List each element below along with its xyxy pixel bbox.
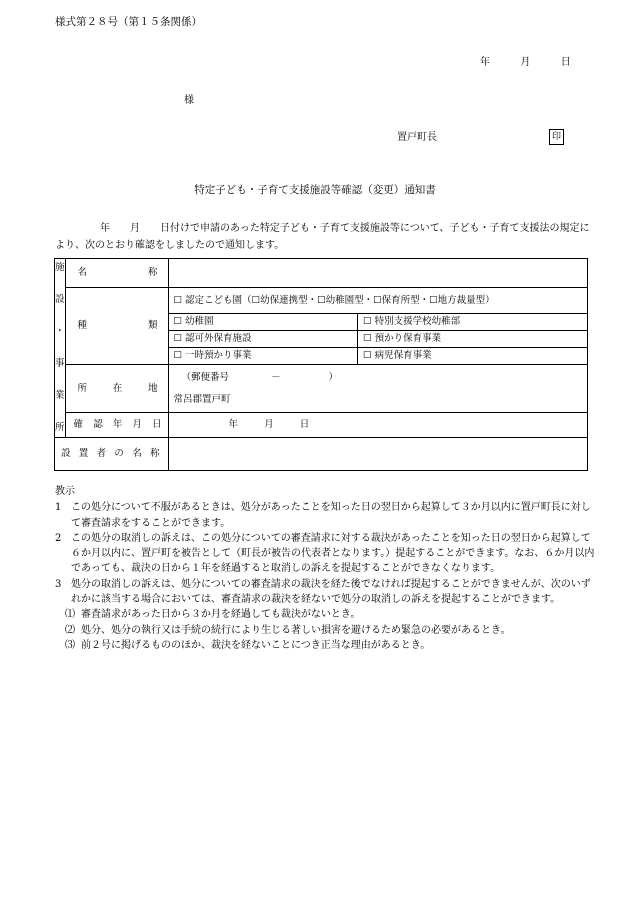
instruction-item: 3 処分の取消しの訴えは、処分についての審査請求の裁決を経た後でなければ提起することができませんが、次のいずれかに該当する場合においては、審査請求の裁決を経ないで処分の取消しの訴えを提起することができます。: [55, 578, 591, 606]
confirm-date-label: 確認年月日: [65, 413, 168, 438]
address-value: [168, 365, 587, 413]
date-day: 日: [560, 57, 571, 68]
type-option: ☐ 特別支援学校幼稚部: [358, 314, 588, 331]
addressee-suffix: 様: [184, 95, 194, 106]
confirm-year: 年: [228, 419, 239, 431]
form-number: 様式第２８号（第１５条関係）: [55, 16, 202, 28]
facility-table: [54, 258, 588, 471]
name-label: 名称: [65, 259, 168, 288]
type-option-kodomoen: ☐ 認定こども園（☐幼保連携型・☐幼稚園型・☐保育所型・☐地方裁量型）: [168, 288, 587, 314]
postal-close: ）: [328, 372, 339, 384]
issue-date: [480, 56, 571, 70]
instructions-title: 教示: [55, 486, 75, 497]
type-option: ☐ 病児保育事業: [358, 348, 588, 365]
vertical-char: 施: [55, 262, 65, 273]
setter-label: 設置者の名称: [55, 438, 169, 471]
vertical-char: 設: [55, 294, 65, 306]
seal-box: 印: [549, 129, 564, 145]
type-option: ☐ 預かり保育事業: [358, 331, 588, 348]
issuer-name: 置戸町長: [397, 132, 437, 143]
date-month: 月: [520, 57, 531, 68]
vertical-char: ・: [55, 326, 65, 338]
postal-dash: －: [271, 372, 281, 384]
address-town: 常呂郡置戸町: [173, 393, 231, 405]
confirm-date-value: [168, 413, 587, 438]
confirm-month: 月: [264, 419, 274, 431]
instruction-item: 1 この処分について不服があるときは、処分があったことを知った日の翌日から起算して３か月以内に置戸町長に対して審査請求をすることができます。: [55, 502, 591, 529]
vertical-char: 所: [55, 422, 65, 434]
date-year: 年: [480, 57, 490, 68]
type-option: ☐ 認可外保育施設: [168, 331, 358, 348]
instruction-item: 2 この処分の取消しの訴えは、この処分についての審査請求に対する裁決があったことを知った日の翌日から起算して６か月以内に、置戸町を被告として（町長が被告の代表者となります。）提起することができます。なお、６か月以内であっても、裁決の日から１年を経過すると取消しの訴えを提起することができなくなります。: [55, 532, 595, 575]
intro-paragraph: 年 月 日付けで申請のあった特定子ども・子育て支援施設等について、子ども・子育て支援法の規定により、次のとおり確認をしましたので通知します。: [55, 223, 590, 251]
postal-open: （郵便番号: [181, 372, 230, 384]
instruction-subitem: ⑵ 処分、処分の執行又は手続の続行により生じる著しい損害を避けるため緊急の必要があるとき。: [65, 624, 511, 636]
type-option: ☐ 一時預かり事業: [168, 348, 358, 365]
facility-vertical-label: [55, 259, 66, 438]
document-title: 特定子ども・子育て支援施設等確認（変更）通知書: [194, 184, 436, 196]
instruction-subitem: ⑴ 審査請求があった日から３か月を経過しても裁決がないとき。: [65, 609, 361, 621]
type-option: ☐ 幼稚園: [168, 314, 358, 331]
setter-value: [168, 438, 587, 471]
vertical-char: 業: [55, 390, 65, 402]
name-value: [168, 259, 587, 288]
instructions-section: [55, 484, 595, 653]
address-label: 所在地: [65, 365, 168, 413]
instruction-subitem: ⑶ 前２号に掲げるもののほか、裁決を経ないことにつき正当な理由があるとき。: [65, 639, 431, 651]
type-label: 種類: [65, 288, 168, 365]
confirm-day: 日: [299, 419, 310, 431]
vertical-char: 事: [55, 358, 65, 370]
postal-code: [174, 371, 582, 384]
